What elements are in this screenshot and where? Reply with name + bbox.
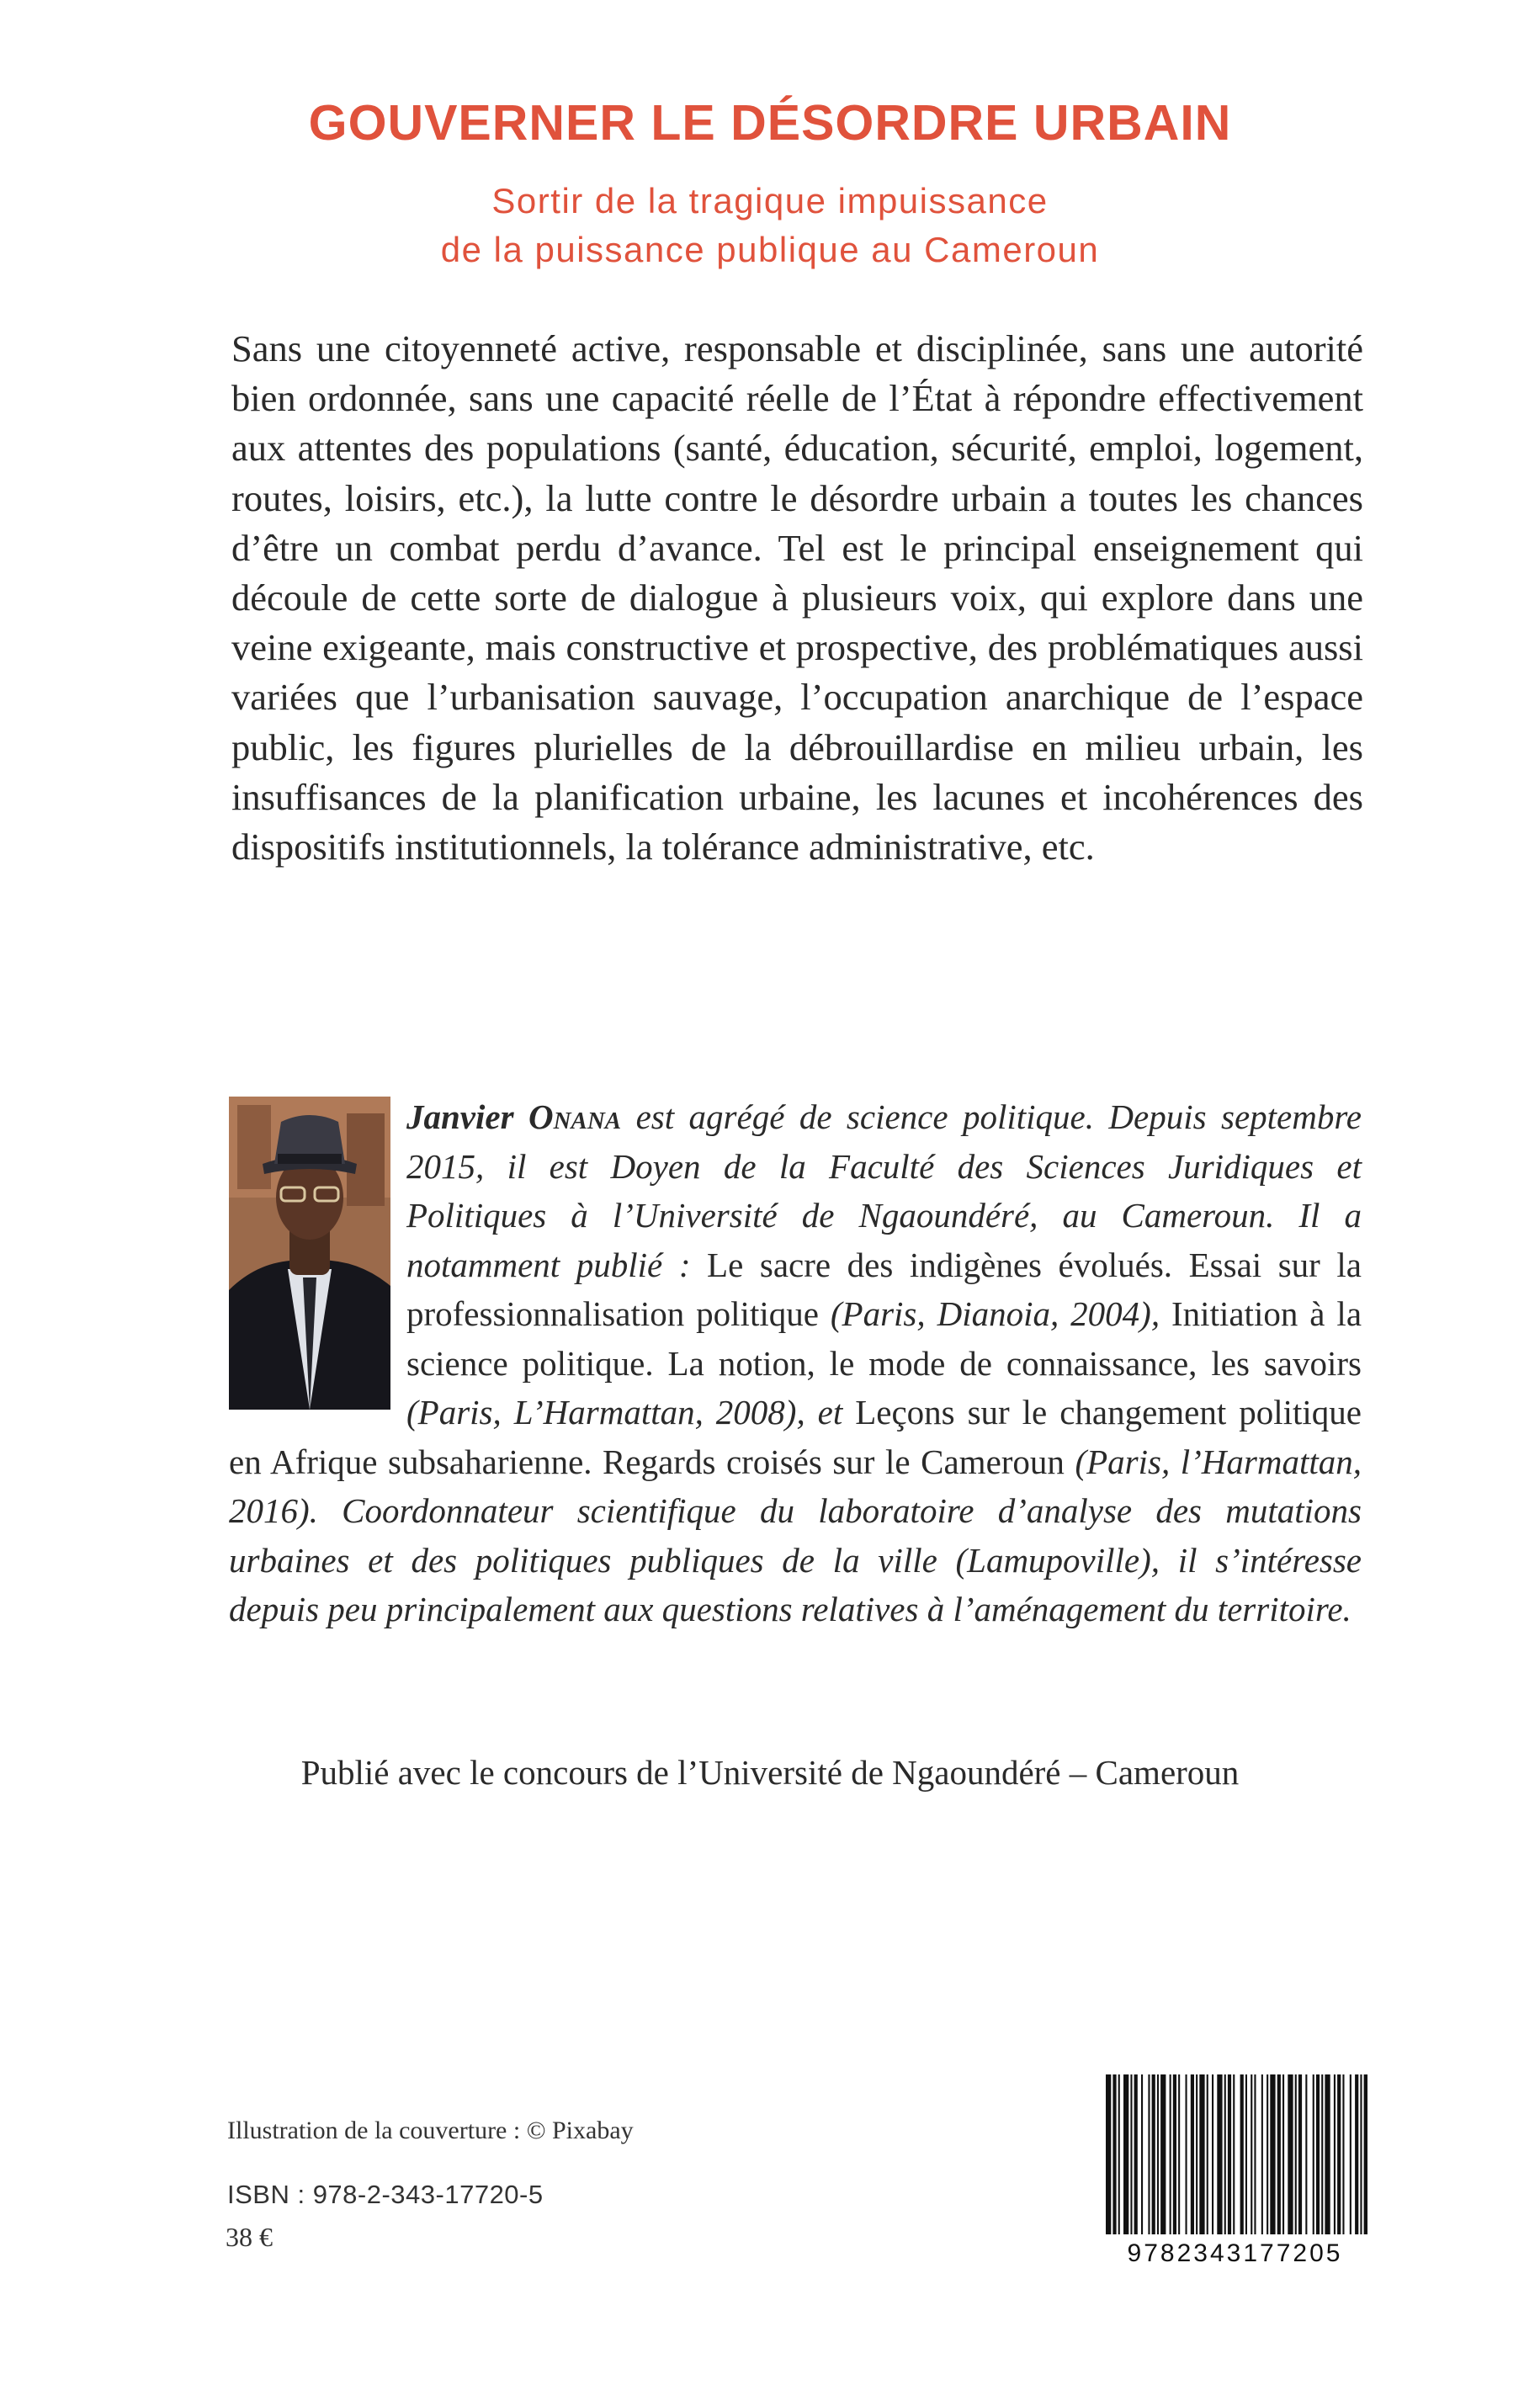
author-book-2-info: (Paris, L’Harmattan, 2008), et bbox=[406, 1393, 856, 1432]
author-book-3: Leçons sur le changement politique en Afrique subsaharienne. Regards croisés sur le Cameroun bbox=[229, 1393, 1362, 1481]
back-cover-summary: Sans une citoyenneté active, responsable et disciplinée, sans une autorité bien ordonnée, sans une capacité réelle de l’État à répondre effectivement aux attentes des populations (santé, éducation, sécurité, emploi, logement, routes, loisirs, etc.), la lutte contre le désordre urbain a toutes les chances d’être un combat perdu d’avance. Tel est le principal enseignement qui découle de cette sorte de dialogue à plusieurs voix, qui explore dans une veine exigeante, mais constructive et prospective, des problématiques aussi variées que l’urbanisation sauvage, l’occupation anarchique de l’espace public, les figures plurielles de la débrouillardise en milieu urbain, les insuffisances de la planification urbaine, les lacunes et incohérences des dispositifs institutionnels, la tolérance administrative, etc. bbox=[231, 327, 1363, 868]
barcode bbox=[1102, 2074, 1367, 2270]
author-bio bbox=[229, 1092, 1362, 1634]
author-bio-intro: est agrégé de science politique. Depuis septembre 2015, il est Doyen de la Faculté des Sciences Juridiques et Politiques à l’Université de Ngaoundéré, au Cameroun. Il a notamment publié : bbox=[406, 1097, 1362, 1284]
author-book-1: Le sacre des indigènes évolués. Essai sur la professionnalisation politique bbox=[406, 1245, 1362, 1333]
price: 38 € bbox=[226, 2222, 273, 2252]
author-first-name: Janvier bbox=[406, 1097, 514, 1136]
photo-spacer bbox=[229, 1092, 393, 1412]
subtitle-line-1: Sortir de la tragique impuissance bbox=[491, 181, 1049, 220]
book-subtitle bbox=[0, 177, 1540, 274]
author-book-1-info: (Paris, Dianoia, 2004), bbox=[818, 1294, 1172, 1333]
illustration-credit: Illustration de la couverture : © Pixabay bbox=[227, 2117, 634, 2144]
book-title: GOUVERNER LE DÉSORDRE URBAIN bbox=[308, 95, 1232, 151]
author-book-2: Initiation à la science politique. La notion, le mode de connaissance, les savoirs bbox=[406, 1294, 1362, 1383]
author-bio-outro: (Paris, l’Harmattan, 2016). Coordonnateur scientifique du laboratoire d’analyse des mutations urbaines et des politiques publiques de la ville (Lamupoville), il s’intéresse depuis peu principalement aux questions relatives à l’aménagement du territoire. bbox=[229, 1442, 1362, 1628]
barcode-bars bbox=[1102, 2074, 1367, 2239]
isbn: ISBN : 978-2-343-17720-5 bbox=[227, 2180, 544, 2209]
barcode-digits: 9782343177205 bbox=[1127, 2239, 1343, 2267]
subtitle-line-2: de la puissance publique au Cameroun bbox=[440, 230, 1100, 269]
publisher-note: Publié avec le concours de l’Université de Ngaoundéré – Cameroun bbox=[300, 1753, 1240, 1792]
author-last-name: Onana bbox=[528, 1097, 622, 1136]
